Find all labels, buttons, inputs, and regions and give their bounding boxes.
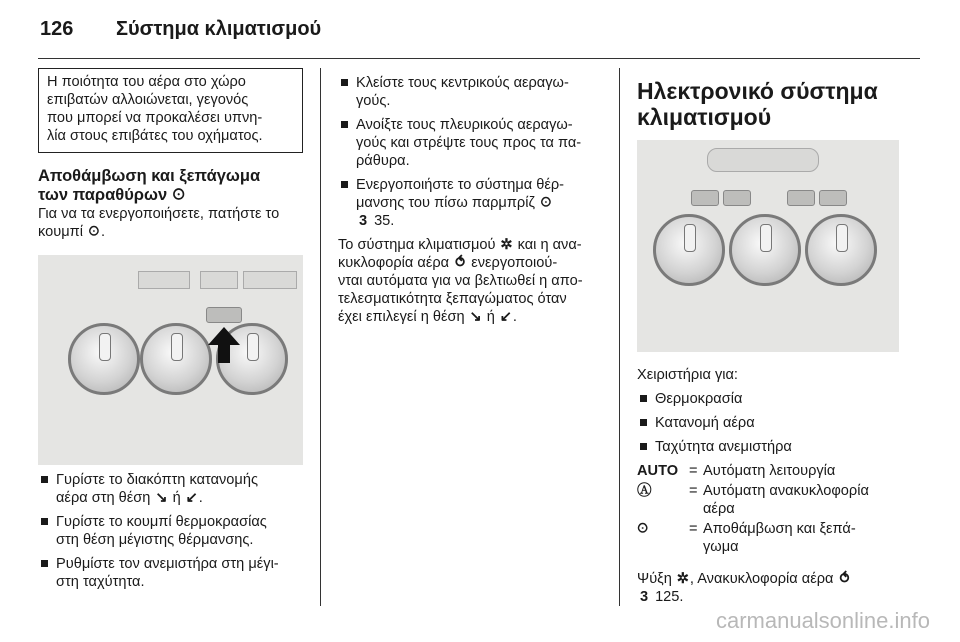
bullet-line: μανσης του πίσω παρμπρίζ (356, 195, 535, 211)
bullet-line: αέρα στη θέση (56, 490, 151, 506)
list-item (38, 513, 303, 549)
para-text: τελεσματικότητα ξεπαγώματος όταν (338, 291, 567, 307)
page-header (40, 18, 321, 41)
bullet-end: . (198, 490, 203, 506)
arrow-up-icon (206, 325, 242, 365)
column-3 (637, 70, 902, 606)
notice-box (38, 68, 303, 153)
page-ref-icon: 3 (358, 213, 368, 229)
watermark: carmanualsonline.info (715, 608, 930, 633)
def-line: Αυτόματη ανακυκλοφορία (703, 483, 869, 499)
controls-label: Χειριστήρια για: (637, 367, 738, 383)
bullet-line: Γυρίστε το διακόπτη κατανομής (56, 472, 258, 488)
panel-slot-left (138, 271, 190, 289)
recirc-button (723, 190, 751, 206)
def-text: Αυτόματη λειτουργία (703, 463, 836, 479)
bullet-line: στη θέση μέγιστης θέρμανσης. (56, 532, 254, 548)
para-text: Το σύστημα κλιματισμού (338, 237, 496, 253)
notice-line: επιβατών αλλοιώνεται, γεγονός (47, 92, 249, 108)
bullet-line: ράθυρα. (356, 153, 410, 169)
column-divider-2 (619, 68, 620, 606)
bullet-line: γούς. (356, 93, 391, 109)
ac-paragraph (338, 236, 608, 326)
def-eq: = (689, 463, 698, 479)
auto-recirc-icon: Ⓐ (637, 483, 652, 499)
heading-line2: κλιματισμού (637, 104, 772, 130)
list-item (338, 74, 608, 110)
ac-button (787, 190, 815, 206)
bullet-connector: ή (172, 490, 181, 506)
airflow-windscreen-feet-icon: ↘ (155, 490, 168, 506)
para-text: ή (486, 309, 495, 325)
recirculation-icon: ⥀ (839, 571, 850, 587)
defrost-icon: ꖴ (637, 521, 649, 537)
fan-knob (805, 214, 877, 286)
bullet-line: Γυρίστε το κουμπί θερμοκρασίας (56, 514, 267, 530)
def-line: Αποθάμβωση και ξεπά- (703, 521, 856, 537)
electronic-ac-heading (637, 78, 902, 130)
list-item (338, 116, 608, 170)
rear-defrost-icon: ꖴ (540, 195, 552, 211)
defrost-intro-line2 (38, 223, 303, 241)
defrost-heading-line2: των παραθύρων (38, 186, 168, 204)
col1-bullet-list (38, 471, 303, 591)
defrost-heading-line1: Αποθάμβωση και ξεπάγωμα (38, 167, 261, 185)
def-text (703, 482, 902, 520)
page-number: 126 (40, 18, 74, 40)
list-item (38, 471, 303, 507)
panel-slot-center (200, 271, 238, 289)
footer-line1 (637, 570, 902, 588)
bullet-line: Ανοίξτε τους πλευρικούς αεραγω- (356, 117, 573, 133)
airflow-windscreen-feet-icon: ↘ (469, 309, 482, 325)
para-text: ενεργοποιού- (471, 255, 558, 271)
def-key-auto: AUTO (637, 463, 679, 479)
para-text: έχει επιλεγεί η θέση (338, 309, 465, 325)
control-panel-figure-2 (637, 140, 899, 352)
airflow-windscreen-icon: ↙ (499, 309, 513, 325)
para-text: . (512, 309, 517, 325)
defrost-button (206, 307, 242, 323)
distribution-knob (68, 323, 140, 395)
para-text: και η ανα- (517, 237, 582, 253)
auto-button (691, 190, 719, 206)
column-divider-1 (320, 68, 321, 606)
heading-line1: Ηλεκτρονικό σύστημα (637, 78, 878, 104)
def-line: γωμα (703, 539, 739, 555)
list-item: Ταχύτητα ανεμιστήρα (637, 438, 902, 456)
notice-line: που μπορεί να προκαλέσει υπνη- (47, 110, 263, 126)
notice-line: Η ποιότητα του αέρα στο χώρο (47, 74, 246, 90)
bullet-line: Ρυθμίστε τον ανεμιστήρα στη μέγι- (56, 556, 279, 572)
distribution-knob (729, 214, 801, 286)
footer-line2 (637, 588, 902, 606)
column-2 (338, 74, 608, 326)
footer-text: , Ανακυκλοφορία αέρα (689, 571, 834, 587)
symbol-definitions (637, 462, 902, 558)
panel-slot-right (243, 271, 297, 289)
notice-line: λία στους επιβάτες του οχήματος. (47, 128, 263, 144)
bullet-line: Ενεργοποιήστε το σύστημα θέρ- (356, 177, 565, 193)
bullet-line: Κλείστε τους κεντρικούς αεραγω- (356, 75, 569, 91)
def-text (703, 520, 902, 558)
page-ref-number: 125. (655, 589, 684, 605)
intro-text: κουμπί (38, 224, 83, 240)
panel-vent-top (707, 148, 819, 172)
para-text: κυκλοφορία αέρα (338, 255, 450, 271)
intro-end: . (101, 224, 106, 240)
recirculation-icon: ⥀ (455, 255, 466, 271)
col2-bullet-list (338, 74, 608, 230)
bullet-line: στη ταχύτητα. (56, 574, 145, 590)
defrost-button-icon: ꖴ (88, 224, 100, 240)
list-item: Θερμοκρασία (637, 390, 902, 408)
col3-bullet-list (637, 390, 902, 456)
list-item: Κατανομή αέρα (637, 414, 902, 432)
para-text: νται αυτόματα για να βελτιωθεί η απο- (338, 273, 583, 289)
list-item: Ενεργοποιήστε το σύστημα θέρ- μανσης του πίσω παρμπρίζ ꖴ 3 35. (338, 176, 608, 230)
bullet-line: γούς και στρέψτε τους προς τα πα- (356, 135, 582, 151)
chapter-title: Σύστημα κλιματισμού (116, 18, 322, 40)
defrost-button (819, 190, 847, 206)
column-1 (38, 68, 303, 591)
control-panel-figure-1 (38, 255, 303, 465)
temperature-knob (653, 214, 725, 286)
list-item (38, 555, 303, 591)
defrost-intro-line1: Για να τα ενεργοποιήσετε, πατήστε το (38, 206, 280, 222)
page-ref-number: 35 (374, 213, 391, 229)
footer-text: Ψύξη (637, 571, 672, 587)
def-eq: = (689, 483, 698, 499)
temperature-knob (140, 323, 212, 395)
page-ref-icon: 3 (639, 589, 649, 605)
defrost-icon: ꖴ (172, 186, 186, 204)
snowflake-icon: ✲ (676, 571, 689, 587)
def-eq: = (689, 521, 698, 537)
defrost-heading (38, 167, 303, 205)
snowflake-icon: ✲ (500, 237, 513, 253)
header-rule (38, 58, 920, 59)
def-line: αέρα (703, 501, 735, 517)
airflow-windscreen-icon: ↙ (185, 490, 198, 506)
